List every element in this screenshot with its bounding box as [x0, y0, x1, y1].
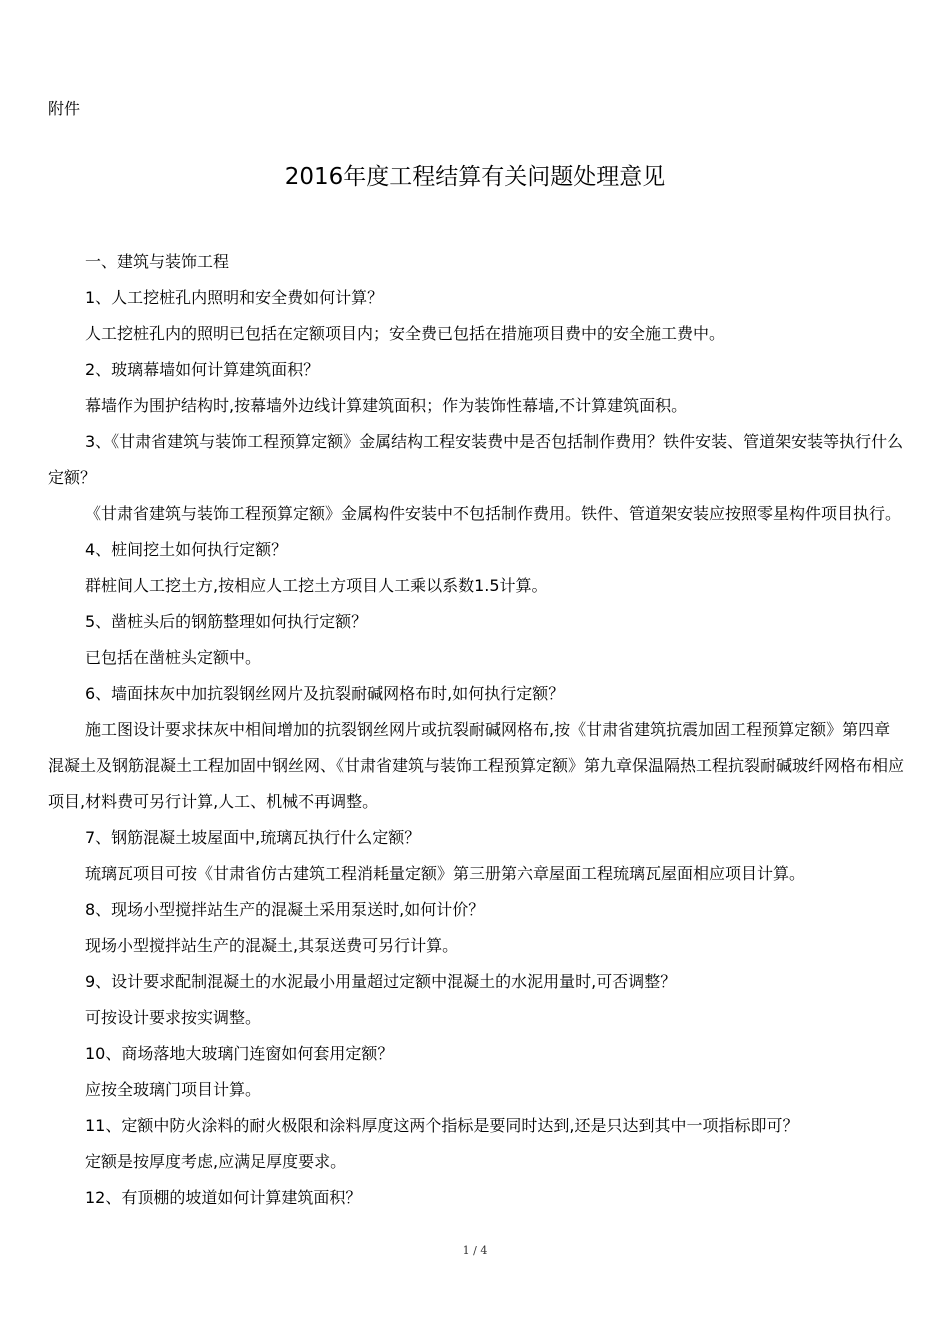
question-3: 3、《甘肃省建筑与装饰工程预算定额》金属结构工程安装费中是否包括制作费用？铁件安装、管道架安装等执行什么定额？	[48, 432, 904, 487]
question-11: 11、定额中防火涂料的耐火极限和涂料厚度这两个指标是要同时达到,还是只达到其中一项指标即可？	[85, 1116, 799, 1135]
question-4: 4、桩间挖土如何执行定额？	[85, 540, 288, 559]
question-1: 1、人工挖桩孔内照明和安全费如何计算？	[85, 288, 384, 307]
answer-10: 应按全玻璃门项目计算。	[85, 1080, 262, 1099]
answer-9: 可按设计要求按实调整。	[85, 1008, 262, 1027]
question-5: 5、凿桩头后的钢筋整理如何执行定额？	[85, 612, 368, 631]
answer-4: 群桩间人工挖土方,按相应人工挖土方项目人工乘以系数1.5计算。	[85, 576, 548, 595]
question-8: 8、现场小型搅拌站生产的混凝土采用泵送时,如何计价？	[85, 900, 485, 919]
answer-1: 人工挖桩孔内的照明已包括在定额项目内；安全费已包括在措施项目费中的安全施工费中。	[85, 324, 726, 343]
answer-7: 琉璃瓦项目可按《甘肃省仿古建筑工程消耗量定额》第三册第六章屋面工程琉璃瓦屋面相应项目计算。	[85, 864, 806, 883]
question-7: 7、钢筋混凝土坡屋面中,琉璃瓦执行什么定额？	[85, 828, 421, 847]
answer-3: 《甘肃省建筑与装饰工程预算定额》金属构件安装中不包括制作费用。铁件、管道架安装应按照零星构件项目执行。	[85, 504, 902, 523]
answer-5: 已包括在凿桩头定额中。	[85, 648, 262, 667]
question-6: 6、墙面抹灰中加抗裂钢丝网片及抗裂耐碱网格布时,如何执行定额？	[85, 684, 565, 703]
answer-2: 幕墙作为围护结构时,按幕墙外边线计算建筑面积；作为装饰性幕墙,不计算建筑面积。	[85, 396, 688, 415]
question-9: 9、设计要求配制混凝土的水泥最小用量超过定额中混凝土的水泥用量时,可否调整？	[85, 972, 677, 991]
document-body	[48, 244, 904, 1216]
attachment-label: 附件	[48, 99, 81, 118]
answer-6: 施工图设计要求抹灰中相间增加的抗裂钢丝网片或抗裂耐碱网格布,按《甘肃省建筑抗震加固工程预算定额》第四章混凝土及钢筋混凝土工程加固中钢丝网、《甘肃省建筑与装饰工程预算定额》第九章保温隔热工程抗裂耐碱玻纤网格布相应项目,材料费可另行计算,人工、机械不再调整。	[48, 720, 905, 811]
page-number: 1 / 4	[462, 1244, 488, 1257]
document-title: 2016年度工程结算有关问题处理意见	[284, 164, 666, 190]
question-12: 12、有顶棚的坡道如何计算建筑面积？	[85, 1188, 362, 1207]
answer-8: 现场小型搅拌站生产的混凝土,其泵送费可另行计算。	[85, 936, 459, 955]
question-10: 10、商场落地大玻璃门连窗如何套用定额？	[85, 1044, 394, 1063]
question-2: 2、玻璃幕墙如何计算建筑面积？	[85, 360, 320, 379]
answer-11: 定额是按厚度考虑,应满足厚度要求。	[85, 1152, 347, 1171]
section-heading: 一、建筑与装饰工程	[85, 252, 230, 271]
